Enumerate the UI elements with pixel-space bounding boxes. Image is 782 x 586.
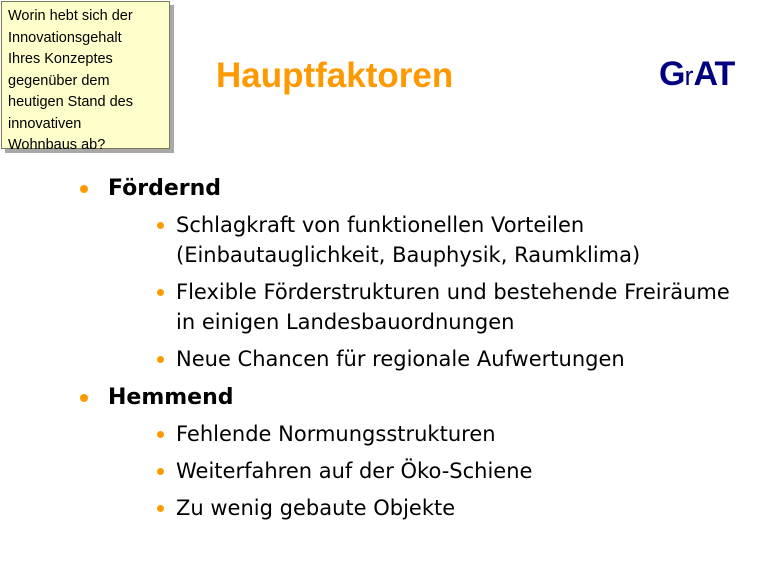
bullet-icon — [80, 185, 88, 193]
slide-title: Hauptfaktoren — [216, 56, 454, 95]
section-heading-label: Hemmend — [108, 385, 234, 410]
bullet-icon — [80, 394, 88, 402]
list-item — [0, 210, 736, 270]
list-item-text: Fehlende Normungsstrukturen — [176, 422, 496, 446]
grat-logo — [659, 54, 734, 96]
note-line: innovativen — [8, 115, 82, 132]
note-line: Ihres Konzeptes — [8, 51, 113, 67]
note-line: gegenüber dem — [8, 72, 110, 89]
bullet-list — [0, 172, 782, 530]
note-line: heutigen Stand des — [8, 94, 133, 110]
section-heading-label: Fördernd — [108, 176, 222, 201]
bullet-icon — [157, 289, 164, 296]
bullet-icon — [157, 468, 164, 475]
list-item-text: Schlagkraft von funktionellen Vorteilen (Einbautauglichkeit, Bauphysik, Raumklima) — [176, 213, 641, 267]
comment-note — [1, 1, 170, 153]
section-heading — [0, 172, 782, 206]
list-item — [0, 277, 736, 337]
list-item — [0, 419, 736, 449]
list-item — [0, 344, 736, 374]
bullet-icon — [157, 222, 164, 229]
bullet-icon — [157, 356, 164, 363]
list-item-text: Neue Chancen für regionale Aufwertungen — [176, 347, 625, 371]
list-item-text: Weiterfahren auf der Öko-Schiene — [176, 459, 533, 483]
logo-part: G — [659, 55, 685, 93]
logo-part: AT — [693, 55, 735, 93]
bullet-icon — [157, 431, 164, 438]
section-heading — [0, 381, 782, 415]
note-line: Innovationsgehalt — [8, 29, 122, 46]
bullet-icon — [157, 505, 164, 512]
list-item — [0, 456, 736, 486]
logo-part: r — [684, 61, 694, 91]
note-line: Wohnbaus ab? — [8, 137, 106, 153]
list-item — [0, 493, 736, 523]
list-item-text: Flexible Förderstrukturen und bestehende Freiräume in einigen Landesbauordnungen — [176, 280, 730, 334]
list-item-text: Zu wenig gebaute Objekte — [176, 496, 456, 520]
note-line: Worin hebt sich der — [8, 8, 133, 24]
